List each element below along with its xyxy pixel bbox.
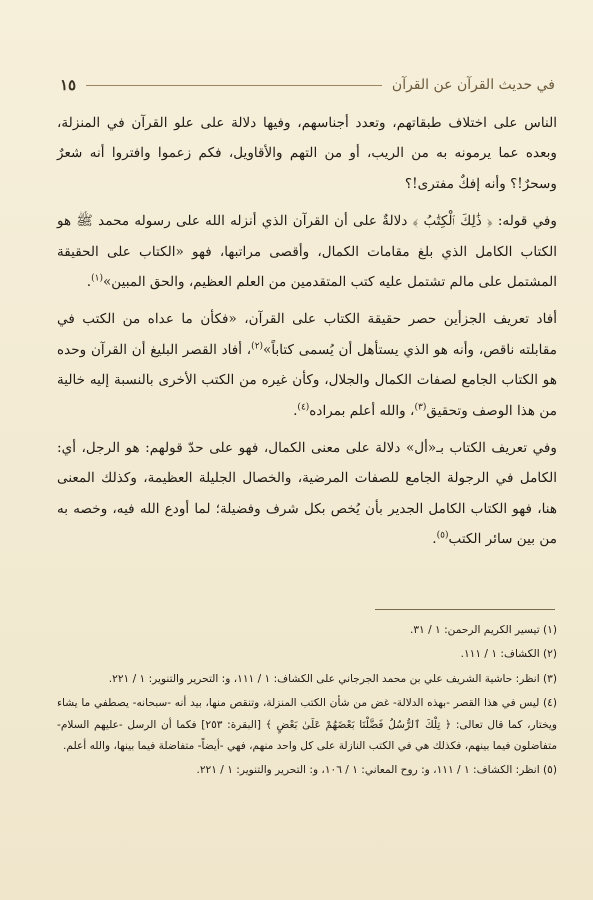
paragraph-2-prefix: وفي قوله: [492, 213, 557, 230]
paragraph-2-text: دلالةٌ على أن القرآن الذي أنزله الله على رسوله محمد ﷺ هو الكتاب الكامل الذي بلغ مقامات الكمال، وأقصى مراتبها، فهو «الكتاب على الحقيقة المشتمل على مالم تشتمل عليه كتب المتقدمين من العلم العظيم، والحق المبين» [57, 213, 557, 291]
footnote-ref-5[interactable]: (٥) [436, 530, 449, 541]
footnote-ref-1[interactable]: (١) [91, 273, 103, 284]
paragraph-3-part-2: ، أفاد القصر البليغ أن القرآن وحده هو الكتاب الجامع لصفات الكمال والجلال، وكأن غيره من الكتب الأخرى بالنسبة إليه خالية من هذا الوصف وتحقيق [57, 341, 557, 419]
quran-verse: ﴿ ذَٰلِكَ ٱلْكِتَٰبُ ﴾ [412, 213, 493, 230]
running-header [60, 74, 555, 96]
paragraph-1: الناس على اختلاف طبقاتهم، وتعدد أجناسهم، وفيها دلالة على علو القرآن في المنزلة، وبعده عما يرمونه به من الريب، أو من التهم والأقاويل، فكم زعموا وافتروا أنه شعرٌ وسحرٌ!؟ وأنه إفكٌ مفترى!؟ [57, 115, 557, 192]
paragraph-3-end: . [293, 402, 298, 419]
main-text [57, 108, 557, 562]
footnote-ref-2[interactable]: (٢) [251, 341, 264, 352]
header-title: في حديث القرآن عن القرآن [391, 77, 555, 93]
page-number: ١٥ [60, 76, 77, 94]
paragraph-4-end: . [432, 531, 437, 548]
paragraph-3 [57, 304, 557, 426]
footnote-separator [375, 609, 555, 610]
paragraph-4 [57, 433, 557, 555]
footnote-1: (١) تيسير الكريم الرحمن: ١ / ٣١. [409, 624, 557, 636]
paragraph-4-text: وفي تعريف الكتاب بـ«أل» دلالة على معنى الكمال، فهو على حدّ قولهم: هو الرجل، أي: الكامل في الرجولة الجامع للصفات المرضية، والخصال الجليلة العظيمة، وكذلك المعنى هنا، فهو الكتاب الكامل الجدير بأن يُخص بكل شرف وفضيلة؛ لما أودع الله فيه، وخصه به من بين سائر الكتب [57, 440, 557, 548]
footnote-2: (٢) الكشاف: ١ / ١١١. [460, 648, 557, 661]
footnotes [57, 620, 557, 785]
paragraph-2: وفي قوله: ﴿ ذَٰلِكَ ٱلْكِتَٰبُ ﴾ دلالةٌ على أن القرآن الذي أنزله الله على رسوله محمد ﷺ هو الكتاب الكامل الذي بلغ مقامات الكمال، وأقصى مراتبها، فهو «الكتاب على الحقيقة المشتمل على مالم تشتمل عليه كتب المتقدمين من العلم العظيم، والحق المبين»$^{(١)}$. [57, 213, 557, 291]
footnote-5: (٥) انظر: الكشاف: ١ / ١١١، و: روح المعاني: ١ / ١٠٦، و: التحرير والتنوير: ١ / ٢٢١. [196, 764, 557, 777]
footnote-4: (٤) ليس في هذا القصر -بهذه الدلالة- غض من شأن الكتب المنزلة، وتنقص منها، بيد أنه -سبحانه- يصطفي ما يشاء ويختار، كما قال تعالى: ﴿ تِلْكَ ٱلرُّسُلُ فَضَّلْنَا بَعْضَهُمْ عَلَىٰ بَعْضٍ ﴾ [البقرة: ٢٥٣] فكما أن الرسل -عليهم السلام- متفاضلون فيما بينهم، فكذلك هي في الكتب النازلة على كل واحد منهم، فهي -أيضاً- متفاضلة فيما بينها، والله أعلم. [57, 697, 557, 753]
paragraph-3-part-1: أفاد تعريف الجزأين حصر حقيقة الكتاب على القرآن، «فكأن ما عداه من الكتب في مقابلته ناقص، وأنه هو الذي يستأهل أن يُسمى كتاباً» [57, 311, 557, 358]
paragraph-3-part-3: ، والله أعلم بمراده [309, 402, 415, 419]
footnote-ref-4[interactable]: (٤) [297, 402, 310, 413]
header-rule [86, 85, 382, 86]
footnote-ref-3[interactable]: (٣) [414, 402, 427, 413]
footnote-3: (٣) انظر: حاشية الشريف علي بن محمد الجرجاني على الكشاف: ١ / ١١١، و: التحرير والتنوير: ١ / ٢٢١. [108, 672, 557, 685]
